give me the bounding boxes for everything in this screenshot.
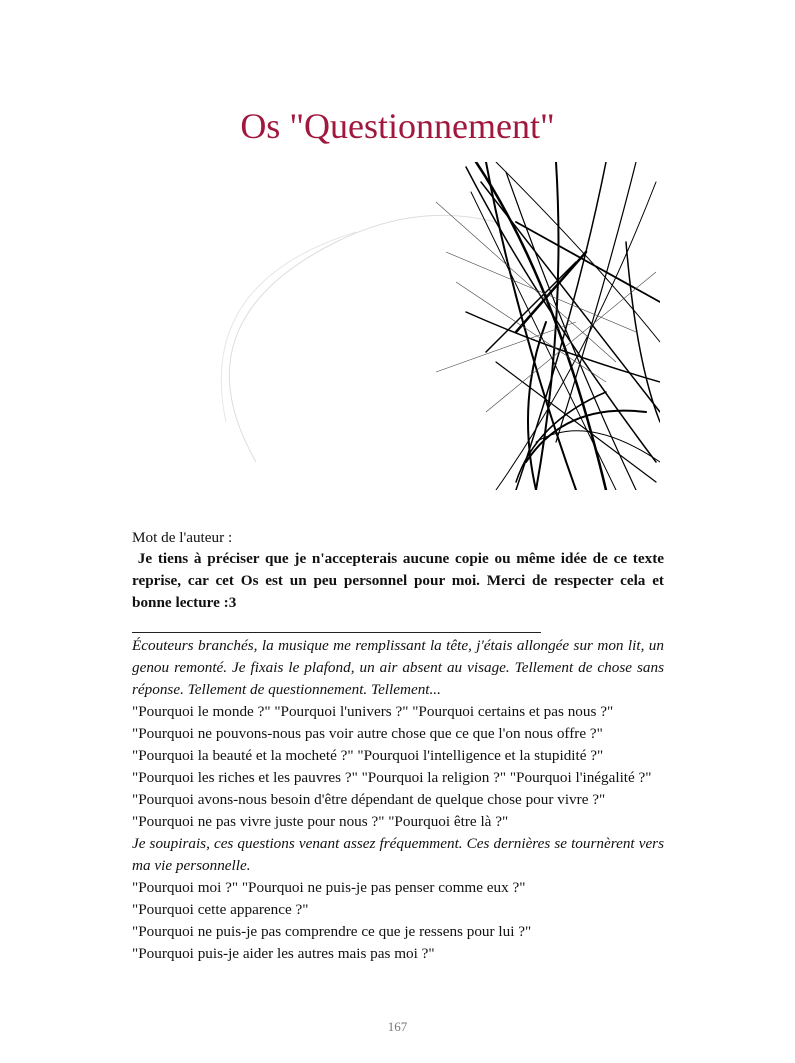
question-line: "Pourquoi avons-nous besoin d'être dépendant de quelque chose pour vivre ?" [132,791,606,808]
abstract-black-strokes-artwork [136,162,660,490]
author-note-text: Je tiens à préciser que je n'accepterais aucune copie ou même idée de ce texte reprise, car cet Os est un peu personnel pour moi. Merci de respecter cela et bonne lecture :3 [132,550,664,611]
page-number: 167 [387,1019,408,1034]
question-line: "Pourquoi ne pouvons-nous pas voir autre chose que ce que l'on nous offre ?" [132,725,603,742]
page-title: Os "Questionnement" [240,106,555,146]
separator-line [132,632,541,633]
question-line: "Pourquoi cette apparence ?" [132,901,309,918]
question-line: "Pourquoi puis-je aider les autres mais pas moi ?" [132,945,435,962]
question-line: "Pourquoi ne puis-je pas comprendre ce que je ressens pour lui ?" [132,923,532,940]
story-intro: Écouteurs branchés, la musique me remplissant la tête, j'étais allongée sur mon lit, un genou remonté. Je fixais le plafond, un air absent au visage. Tellement de chose sans réponse. Tellement de questionnement. Tellement... [132,637,664,698]
question-line: "Pourquoi ne pas vivre juste pour nous ?" "Pourquoi être là ?" [132,813,509,830]
question-line: "Pourquoi le monde ?" "Pourquoi l'univers ?" "Pourquoi certains et pas nous ?" [132,703,614,720]
author-note-body [132,548,664,614]
story-middle: Je soupirais, ces questions venant assez fréquemment. Ces dernières se tournèrent vers ma vie personnelle. [132,835,664,874]
question-line: "Pourquoi moi ?" "Pourquoi ne puis-je pas penser comme eux ?" [132,879,526,896]
question-line: "Pourquoi les riches et les pauvres ?" "Pourquoi la religion ?" "Pourquoi l'inégalité ?" [132,769,652,786]
author-note-label: Mot de l'auteur : [132,529,233,546]
question-line: "Pourquoi la beauté et la mocheté ?" "Pourquoi l'intelligence et la stupidité ?" [132,747,604,764]
story-text [132,635,664,965]
